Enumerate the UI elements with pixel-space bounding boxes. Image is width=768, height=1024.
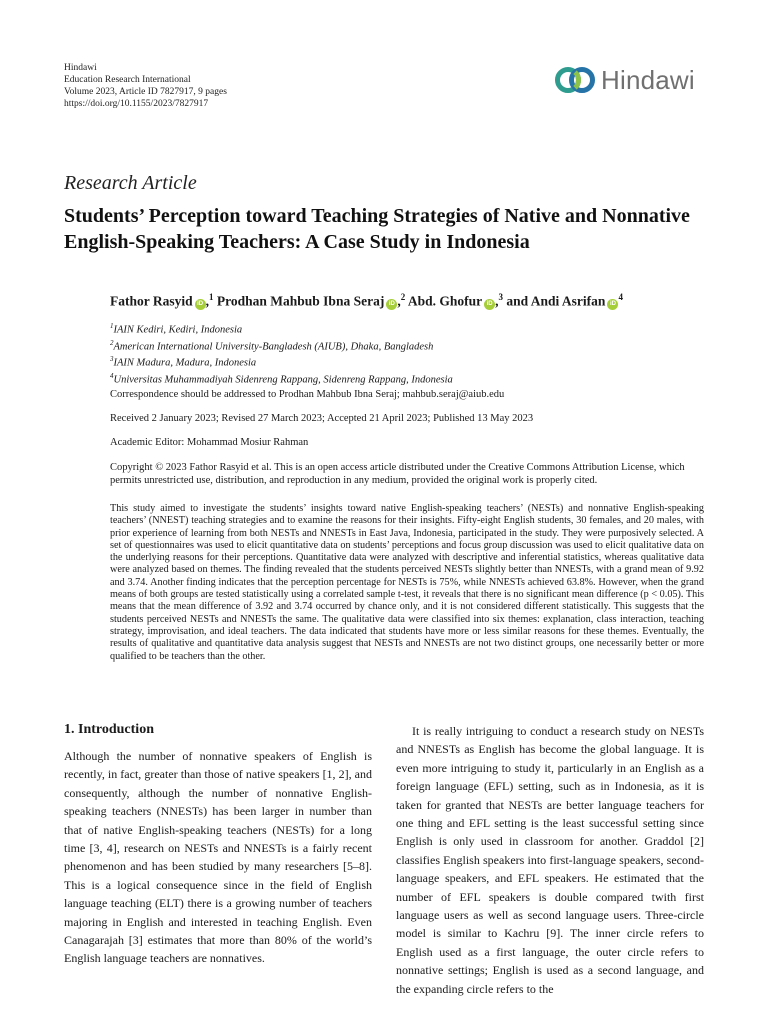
abstract: This study aimed to investigate the students’ insights toward native English-speaking teachers’ (NESTs) and nonnative English-speaking teachers’ (NNEST) teaching strategies and to examine the reasons for their insights. Fifty-eight English students, 30 females, and 20 males, with prior experience of learning from both NESTs and NNESTs in East Java, Indonesia, participated in the study. They were purposively selected. A set of questionnaires was used to elicit quantitative data on students’ perceptions and focus group discussion was used to elicit qualitative data on the underlying reasons for their perceptions. Quantitative data were analyzed with descriptive and inferential statistics, whereas qualitative data were analyzed based on themes. The finding revealed that the students perceived NESTs slightly better than NNESTs, with a grand mean of 9.92 and 3.74. Another finding indicates that the perception percentage for NESTs is 75%, while NNESTs achieved 63.8%. However, when the grand means of both groups are tested statistically using a correlated sample t-test, it reveals that there is no significant mean difference (p < 0.05). This means that the mean difference of 3.92 and 3.74 occurred by chance only, and it is not considered different statistically. This suggests that the students perceived NESTs and NNESTs the same. The qualitative data were classified into six themes: explanation, class interaction, teaching strategy, improvisation, and ideal teachers. The data indicated that students have more or less similar reasons for these themes. Eventually, the results of qualitative and quantitative data analysis suggest that NESTs and NNESTs are not two distinct groups, one necessarily better or more qualified to be teachers than the other. [110, 503, 704, 662]
volume-line: Volume 2023, Article ID 7827917, 9 pages [64, 87, 227, 97]
journal-name: Education Research International [64, 75, 191, 85]
body-text-left-column: Although the number of nonnative speakers of English is recently, in fact, greater than those of native speakers [1, 2], and consequently, although the number of nonnative English-speaking teachers (NNESTs) has been larger in number than that of native English-speaking teachers (NESTs) for a long time [3, 4], research on NESTs and NNESTs is a fairly recent phenomenon and has been studied by many researchers [5–8]. This is a logical consequence since in the field of English language teaching (ELT) there is a growing number of teachers majoring in English and interested in teaching English. Even Canagarajah [3] estimates that more than 80% of the world’s English language teachers are nonnatives. [64, 749, 372, 966]
section-heading: 1. Introduction [64, 722, 154, 737]
publication-dates: Received 2 January 2023; Revised 27 March 2023; Accepted 21 April 2023; Published 13 May 2023 [110, 413, 534, 424]
orcid-icon[interactable]: iD [607, 299, 618, 310]
affiliation-item [110, 337, 453, 354]
author-name: Abd. Ghofur [407, 293, 483, 309]
author-name: Prodhan Mahbub Ibna Seraj [216, 293, 385, 309]
author-affil-sup: 3 [498, 292, 503, 302]
affiliation-text: IAIN Madura, Madura, Indonesia [113, 357, 257, 369]
article-type: Research Article [64, 172, 197, 194]
academic-editor: Academic Editor: Mohammad Mosiur Rahman [110, 437, 309, 448]
affiliation-item [110, 320, 453, 337]
affiliation-text: American International University-Bangladesh (AIUB), Dhaka, Bangladesh [113, 341, 434, 352]
correspondence-line: Correspondence should be addressed to Prodhan Mahbub Ibna Seraj; mahbub.seraj@aiub.edu [110, 389, 505, 400]
orcid-icon[interactable]: iD [386, 299, 397, 310]
author-name: Andi Asrifan [530, 293, 606, 309]
hindawi-logo [555, 63, 695, 97]
author-list: Fathor Rasyid iD ,$^1$ Prodhan Mahbub Ibna Seraj iD ,$^2$ Abd. Ghofur iD ,$^3$ and Andi Asrifan $iD^4$ [110, 292, 623, 309]
affiliation-number: 2 [110, 338, 114, 347]
doi-link[interactable]: https://doi.org/10.1155/2023/7827917 [64, 99, 209, 109]
journal-meta [64, 62, 227, 110]
affiliation-item [110, 353, 453, 370]
affiliation-number: 3 [110, 355, 114, 363]
affiliation-number: 1 [110, 322, 114, 330]
affiliation-list [110, 320, 453, 386]
orcid-icon[interactable]: iD [484, 299, 495, 310]
author-affil-sup: 2 [400, 292, 406, 302]
publisher-name: Hindawi [64, 63, 97, 73]
affiliation-text: IAIN Kediri, Kediri, Indonesia [113, 324, 243, 336]
affiliation-item [110, 370, 453, 387]
affiliation-text: Universitas Muhammadiyah Sidenreng Rappang, Sidenreng Rappang, Indonesia [113, 374, 453, 385]
hindawi-logo-icon [555, 63, 595, 97]
author-affil-sup: 4 [618, 292, 623, 302]
orcid-icon[interactable]: iD [195, 299, 206, 310]
author-name: Fathor Rasyid [110, 293, 193, 309]
body-text-right-column: It is really intriguing to conduct a research study on NESTs and NNESTs as English has become the global language. It is even more intriguing to study it, particularly in an English as a foreign language (EFL) setting, such as in Indonesia, as it is taken for granted that NESTs are better language teachers for one thing and EFL setting is the least successful setting since English is only used in classroom for another. Graddol [2] classifies English speakers into first-language speakers, second-language speakers, and EFL speakers. He estimated that the number of EFL speakers is double compared twith first language users as well as second language users. Three-circle model is similar to Kachru [9]. The inner circle refers to English used as a first language, the outer circle refers to nonnative settings; English is used as a second language, and the expanding circle refers to the [396, 724, 704, 996]
author-affil-sup: 1 [209, 292, 214, 302]
article-title: Students’ Perception toward Teaching Strategies of Native and Nonnative English-Speaking Teachers: A Case Study in Indonesia [64, 205, 690, 253]
hindawi-wordmark: Hindawi [601, 64, 695, 95]
affiliation-number: 4 [110, 371, 114, 380]
copyright-notice: Copyright © 2023 Fathor Rasyid et al. This is an open access article distributed under the Creative Commons Attribution License, which permits unrestricted use, distribution, and reproduction in any medium, provided the original work is properly cited. [110, 462, 685, 486]
